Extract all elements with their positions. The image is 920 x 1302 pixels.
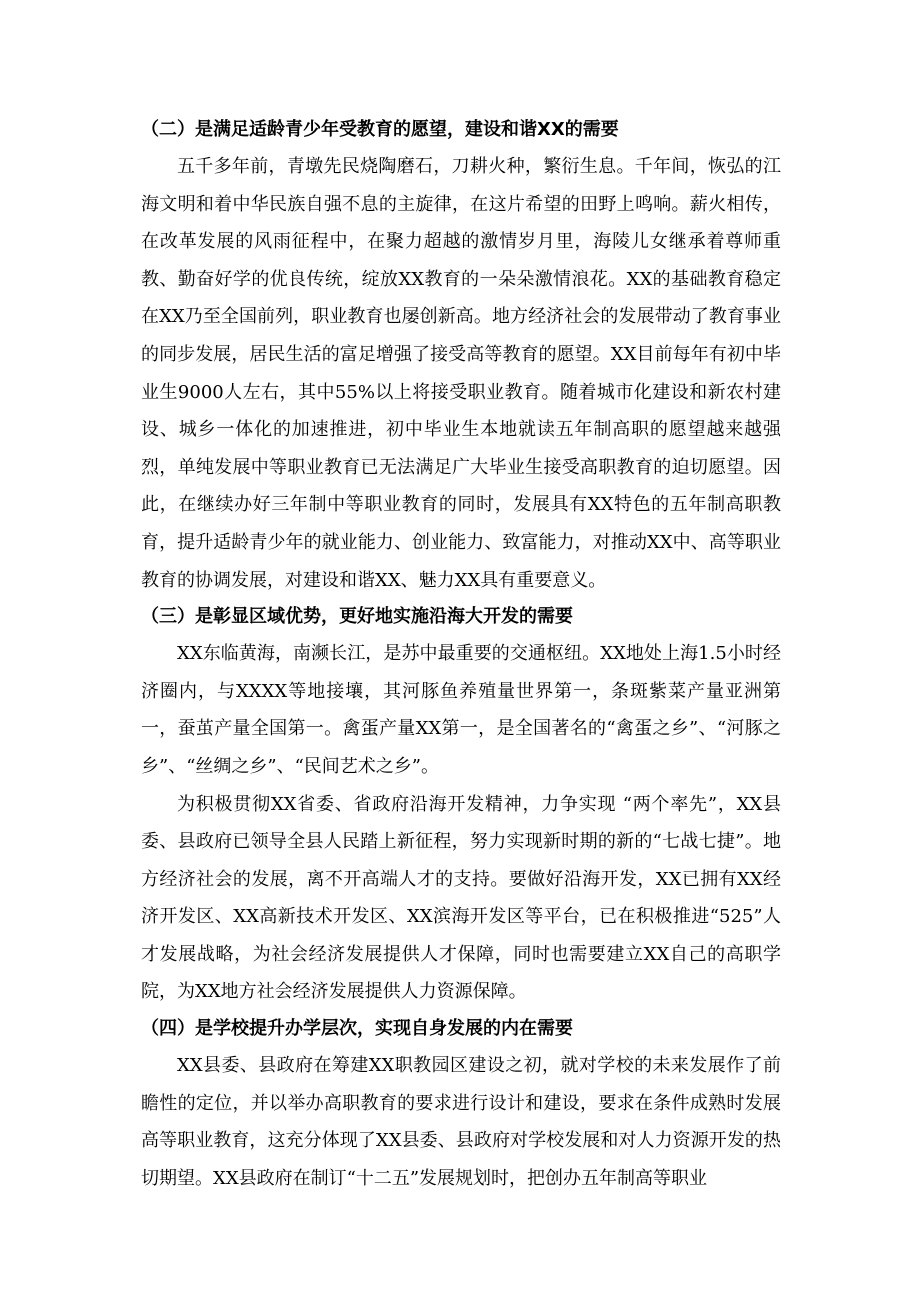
section-heading-4: （四）是学校提升办学层次，实现自身发展的内在需要 xyxy=(141,1018,573,1040)
section-3-paragraph-2: 为积极贯彻XX省委、省政府沿海开发精神，力争实现 “两个率先”，XX县委、县政府已领导全县人民踏上新征程，努力实现新时期的新的“七战七捷”。地方经济社会的发展，离不开高端人才的支持。要做好沿海开发，XX已拥有XX经济开发区、XX高新技术开发区、XX滨海开发区等平台，已在积极推进“525”人才发展战略，为社会经济发展提供人才保障，同时也需要建立XX自己的高职学院，为XX地方社会经济发展提供人力资源保障。 xyxy=(141,793,781,1003)
section-3-paragraph-1: XX东临黄海，南濒长江，是苏中最重要的交通枢纽。XX地处上海1.5小时经济圈内，与XXXX等地接壤，其河豚鱼养殖量世界第一，条斑紫菜产量亚洲第一，蚕茧产量全国第一。禽蛋产量XX第一，是全国著名的“禽蛋之乡”、“河豚之乡”、“丝绸之乡”、“民间艺术之乡”。 xyxy=(141,643,781,777)
document-body xyxy=(141,112,781,1197)
section-heading-3: （三）是彰显区域优势，更好地实施沿海大开发的需要 xyxy=(141,606,573,628)
section-heading-2: （二）是满足适龄青少年受教育的愿望，建设和谐XX的需要 xyxy=(141,119,619,140)
section-4-paragraph-1: XX县委、县政府在筹建XX职教园区建设之初，就对学校的未来发展作了前瞻性的定位，并以举办高职教育的要求进行设计和建设，要求在条件成熟时发展高等职业教育，这充分体现了XX县委、县政府对学校发展和对人力资源开发的热切期望。XX县政府在制订“十二五”发展规划时，把创办五年制高等职业 xyxy=(141,1055,781,1189)
section-2-paragraph-1: 五千多年前，青墩先民烧陶磨石，刀耕火种，繁衍生息。千年间，恢弘的江海文明和着中华民族自强不息的主旋律，在这片希望的田野上鸣响。薪火相传，在改革发展的风雨征程中，在聚力超越的激情岁月里，海陵儿女继承着尊师重教、勤奋好学的优良传统，绽放XX教育的一朵朵激情浪花。XX的基础教育稳定在XX乃至全国前列，职业教育也屡创新高。地方经济社会的发展带动了教育事业的同步发展，居民生活的富足增强了接受高等教育的愿望。XX目前每年有初中毕业生9000人左右，其中55%以上将接受职业教育。随着城市化建设和新农村建设、城乡一体化的加速推进，初中毕业生本地就读五年制高职的愿望越来越强烈，单纯发展中等职业教育已无法满足广大毕业生接受高职教育的迫切愿望。因此，在继续办好三年制中等职业教育的同时，发展具有XX特色的五年制高职教育，提升适龄青少年的就业能力、创业能力、致富能力，对推动XX中、高等职业教育的协调发展，对建设和谐XX、魅力XX具有重要意义。 xyxy=(141,156,781,591)
